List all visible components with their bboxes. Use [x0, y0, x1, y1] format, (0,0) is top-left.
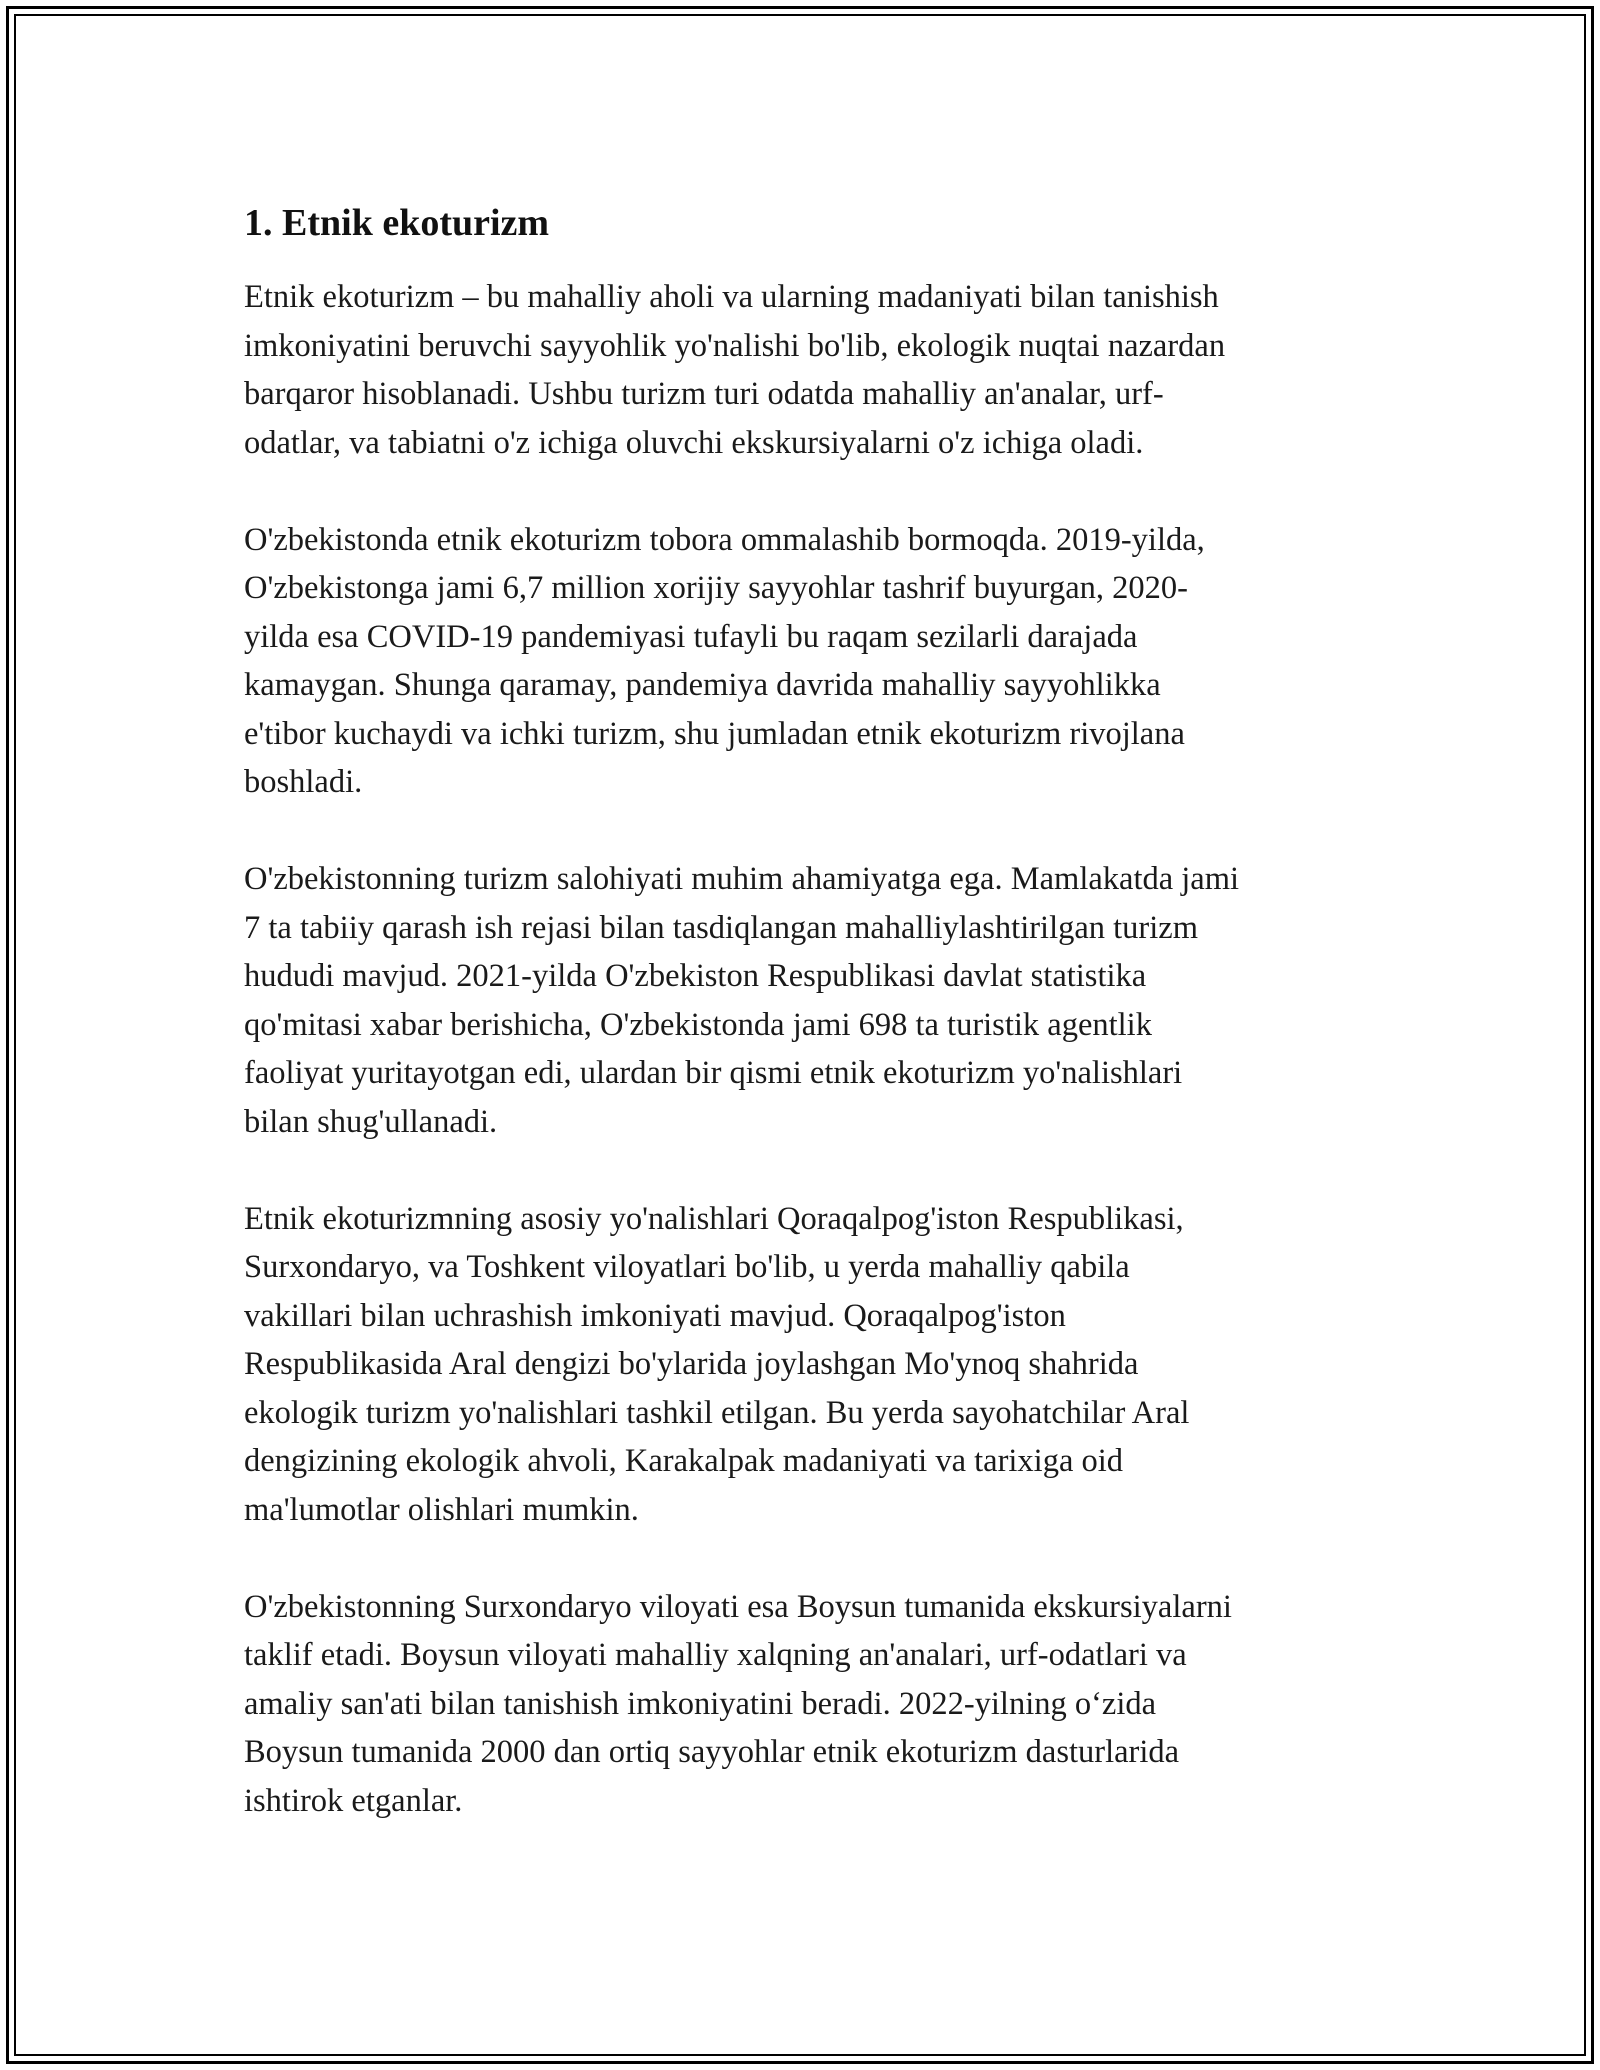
paragraph-4: Etnik ekoturizmning asosiy yo'nalishlari Qoraqalpog'iston Respublikasi, Surxondaryo, va Toshkent viloyatlari bo'lib, u yerda mahalliy qabila vakillari bilan uchrashish imkoniyati mavjud. Qoraqalpog'iston Respublikasida Aral dengizi bo'ylarida joylashgan Mo'ynoq shahrida ekologik turizm yo'nalishlari tashkil etilgan. Bu yerda sayohatchilar Aral dengizining ekologik ahvoli, Karakalpak madaniyati va tarixiga oid ma'lumotlar olishlari mumkin. [244, 1200, 1190, 1528]
paragraph-1: Etnik ekoturizm – bu mahalliy aholi va ularning madaniyati bilan tanishish imkoniyatini beruvchi sayyohlik yo'nalishi bo'lib, ekologik nuqtai nazardan barqaror hisoblanadi. Ushbu turizm turi odatda mahalliy an'analar, urf- odatlar, va tabiatni o'z ichiga oluvchi ekskursiyalarni o'z ichiga oladi. [244, 279, 1226, 461]
paragraph-5: O'zbekistonning Surxondaryo viloyati esa Boysun tumanida ekskursiyalarni taklif etadi. Boysun viloyati mahalliy xalqning an'analari, urf-odatlari va amaliy san'ati bilan tanishish imkoniyatini beradi. 2022-yilning o‘zida Boysun tumanida 2000 dan ortiq sayyohlar etnik ekoturizm dasturlarida ishtirok etganlar. [244, 1588, 1232, 1819]
document-body [244, 199, 1374, 1874]
paragraph-2: O'zbekistonda etnik ekoturizm tobora ommalashib bormoqda. 2019-yilda, O'zbekistonga jami 6,7 million xorijiy sayyohlar tashrif buyurgan, 2020- yilda esa COVID-19 pandemiyasi tufayli bu raqam sezilarli darajada kamaygan. Shunga qaramay, pandemiya davrida mahalliy sayyohlikka e'tibor kuchaydi va ichki turizm, shu jumladan etnik ekoturizm rivojlana boshladi. [244, 521, 1205, 800]
paragraph-3: O'zbekistonning turizm salohiyati muhim ahamiyatga ega. Mamlakatda jami 7 ta tabiiy qarash ish rejasi bilan tasdiqlangan mahalliylashtirilgan turizm hududi mavjud. 2021-yilda O'zbekiston Respublikasi davlat statistika qo'mitasi xabar berishicha, O'zbekistonda jami 698 ta turistik agentlik faoliyat yuritayotgan edi, ulardan bir qismi etnik ekoturizm yo'nalishlari bilan shug'ullanadi. [244, 861, 1240, 1140]
page-frame [6, 6, 1594, 2064]
section-heading: 1. Etnik ekoturizm [244, 202, 550, 244]
